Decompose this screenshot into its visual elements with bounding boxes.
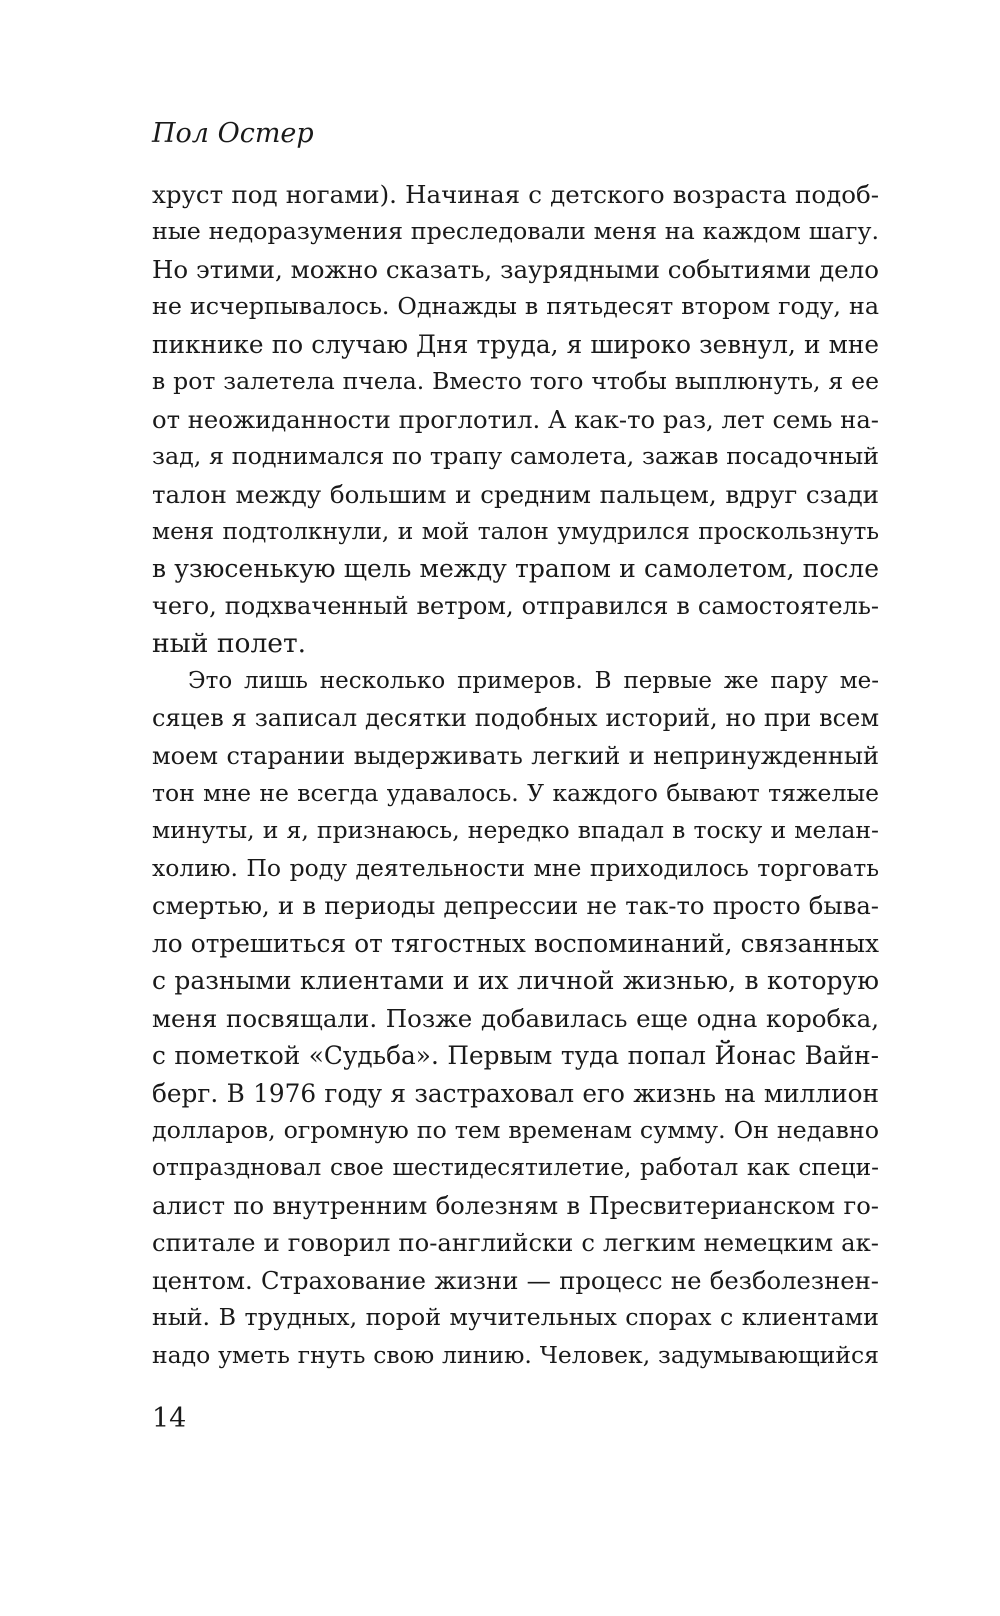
running-head: Пол Остер <box>152 118 314 149</box>
text-line: тон мне не всегда удавалось. У каждого бывают тяжелые <box>152 779 879 807</box>
text-line: с разными клиентами и их личной жизнью, в которую <box>152 966 879 996</box>
text-line: зад, я поднимался по трапу самолета, зажав посадочный <box>152 442 879 471</box>
page-number: 14 <box>152 1403 187 1434</box>
text-line: ло отрешиться от тягостных воспоминаний, связанных <box>152 928 879 958</box>
body-text <box>152 176 879 1374</box>
text-line: долларов, огромную по тем временам сумму. Он недавно <box>152 1115 879 1144</box>
text-line: с пометкой «Судьба». Первым туда попал Йонас Вайн- <box>152 1041 879 1071</box>
text-line: надо уметь гнуть свою линию. Человек, задумывающийся <box>152 1340 879 1369</box>
paragraph-1 <box>152 176 879 663</box>
text-line: берг. В 1976 году я застраховал его жизнь на миллион <box>152 1078 879 1108</box>
text-line: смертью, и в периоды депрессии не так-то просто быва- <box>152 891 879 921</box>
text-line: от неожиданности проглотил. А как-то раз, лет семь на- <box>152 404 879 434</box>
text-line: центом. Страхование жизни — процесс не безболезнен- <box>152 1265 879 1295</box>
text-line: моем старании выдерживать легкий и непринужденный <box>152 741 879 770</box>
text-line: алист по внутренним болезням в Пресвитерианском го- <box>152 1190 879 1220</box>
text-line: отпраздновал свое шестидесятилетие, работал как специ- <box>152 1154 879 1182</box>
text-line: чего, подхваченный ветром, отправился в самостоятель- <box>152 591 879 620</box>
text-line: не исчерпывалось. Однажды в пятьдесят втором году, на <box>152 292 879 321</box>
text-line: ный полет. <box>152 628 307 660</box>
text-line: в узюсенькую щель между трапом и самолетом, после <box>152 554 879 584</box>
text-line: Но этими, можно сказать, заурядными событиями дело <box>152 254 879 284</box>
text-line: пикнике по случаю Дня труда, я широко зевнул, и мне <box>152 329 879 359</box>
text-line: холию. По роду деятельности мне приходилось торговать <box>152 853 879 882</box>
text-line: минуты, и я, признаюсь, нередко впадал в тоску и мелан- <box>152 816 879 845</box>
text-line: меня подтолкнули, и мой талон умудрился проскользнуть <box>152 517 879 545</box>
text-line: спитале и говорил по-английски с легким немецким ак- <box>152 1228 879 1258</box>
text-line: Это лишь несколько примеров. В первые же пару ме- <box>188 667 879 694</box>
text-line: в рот залетела пчела. Вместо того чтобы выплюнуть, я ее <box>152 367 879 396</box>
paragraph-2 <box>152 663 879 1374</box>
text-line: хруст под ногами). Начиная с детского возраста подоб- <box>152 180 879 209</box>
text-line: ные недоразумения преследовали меня на каждом шагу. <box>152 217 879 246</box>
text-line: сяцев я записал десятки подобных историй, но при всем <box>152 704 879 733</box>
text-line: меня посвящали. Позже добавилась еще одна коробка, <box>152 1003 879 1033</box>
text-line: ный. В трудных, порой мучительных спорах с клиентами <box>152 1303 879 1332</box>
text-line: талон между большим и средним пальцем, вдруг сзади <box>152 479 879 509</box>
